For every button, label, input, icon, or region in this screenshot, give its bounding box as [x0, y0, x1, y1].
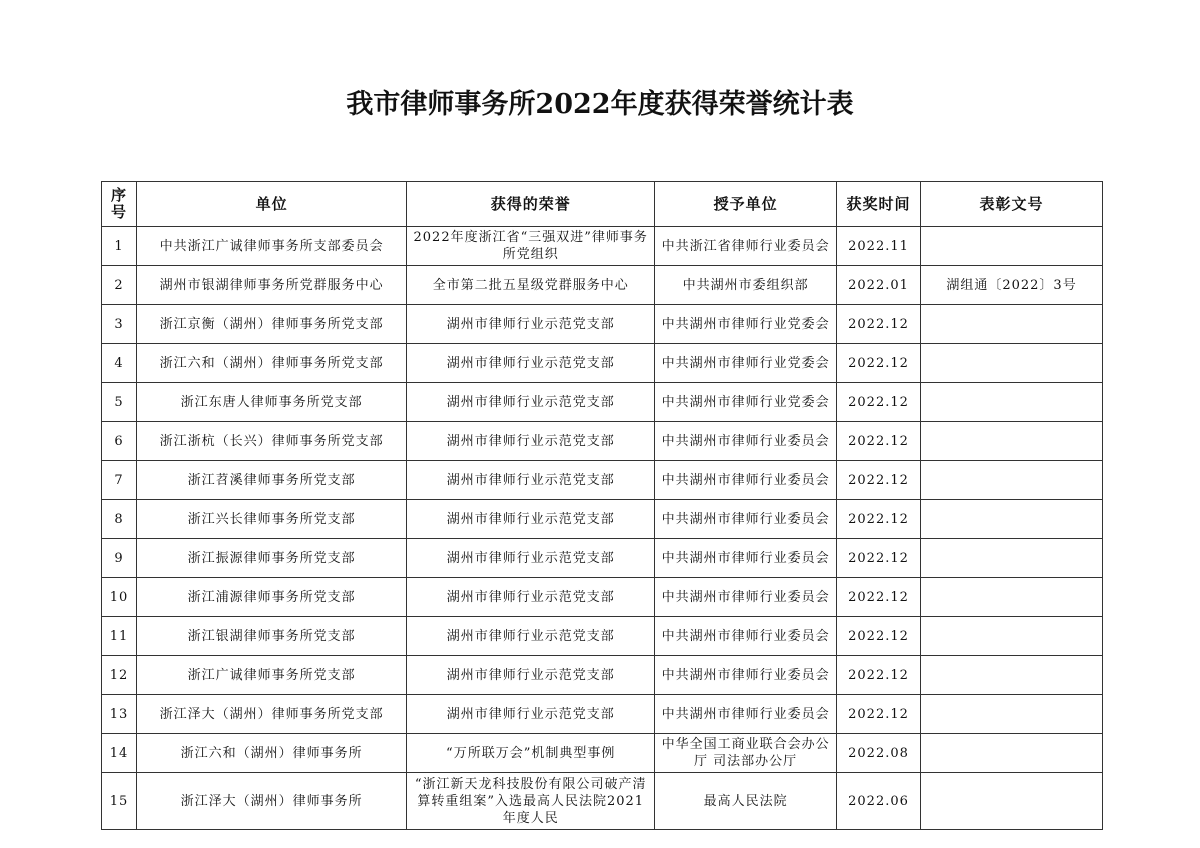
cell-honor: 湖州市律师行业示范党支部 [407, 656, 655, 695]
table-row [102, 383, 1103, 422]
cell-unit: 浙江浙杭（长兴）律师事务所党支部 [137, 422, 407, 461]
table-row [102, 344, 1103, 383]
header-seq-line-2: 号 [111, 203, 128, 221]
cell-seq: 1 [102, 227, 137, 266]
table-row [102, 656, 1103, 695]
header-doc: 表彰文号 [921, 182, 1103, 227]
cell-time: 2022.12 [837, 656, 921, 695]
cell-time: 2022.12 [837, 422, 921, 461]
cell-grantor: 中华全国工商业联合会办公厅 司法部办公厅 [655, 734, 837, 773]
cell-honor: 湖州市律师行业示范党支部 [407, 578, 655, 617]
cell-unit: 浙江泽大（湖州）律师事务所党支部 [137, 695, 407, 734]
cell-honor: 湖州市律师行业示范党支部 [407, 383, 655, 422]
cell-unit: 浙江兴长律师事务所党支部 [137, 500, 407, 539]
cell-honor: 湖州市律师行业示范党支部 [407, 422, 655, 461]
cell-honor: 湖州市律师行业示范党支部 [407, 695, 655, 734]
cell-doc [921, 227, 1103, 266]
cell-grantor: 中共湖州市律师行业党委会 [655, 383, 837, 422]
table-row [102, 422, 1103, 461]
table-row [102, 227, 1103, 266]
cell-seq: 9 [102, 539, 137, 578]
table-row [102, 305, 1103, 344]
cell-grantor: 中共湖州市律师行业委员会 [655, 539, 837, 578]
cell-grantor: 中共湖州市律师行业党委会 [655, 344, 837, 383]
table-row [102, 578, 1103, 617]
cell-grantor: 中共湖州市律师行业委员会 [655, 422, 837, 461]
cell-seq: 12 [102, 656, 137, 695]
cell-doc [921, 773, 1103, 830]
cell-grantor: 中共湖州市律师行业委员会 [655, 617, 837, 656]
cell-unit: 浙江广诚律师事务所党支部 [137, 656, 407, 695]
page-title: 我市律师事务所2022年度获得荣誉统计表 [346, 89, 854, 120]
cell-honor: 全市第二批五星级党群服务中心 [407, 266, 655, 305]
header-seq-line-1: 序 [111, 186, 128, 204]
cell-grantor: 中共湖州市律师行业委员会 [655, 695, 837, 734]
cell-unit: 中共浙江广诚律师事务所支部委员会 [137, 227, 407, 266]
cell-grantor: 中共湖州市委组织部 [655, 266, 837, 305]
cell-honor: 湖州市律师行业示范党支部 [407, 617, 655, 656]
cell-unit: 浙江京衡（湖州）律师事务所党支部 [137, 305, 407, 344]
cell-doc [921, 344, 1103, 383]
cell-honor: 湖州市律师行业示范党支部 [407, 344, 655, 383]
cell-honor: 2022年度浙江省“三强双进”律师事务所党组织 [407, 227, 655, 266]
cell-doc [921, 734, 1103, 773]
header-seq [102, 182, 137, 227]
cell-time: 2022.06 [837, 773, 921, 830]
cell-unit: 浙江六和（湖州）律师事务所党支部 [137, 344, 407, 383]
header-time: 获奖时间 [837, 182, 921, 227]
table-row [102, 617, 1103, 656]
header-grantor: 授予单位 [655, 182, 837, 227]
cell-time: 2022.12 [837, 305, 921, 344]
cell-unit: 浙江苕溪律师事务所党支部 [137, 461, 407, 500]
cell-seq: 8 [102, 500, 137, 539]
cell-seq: 11 [102, 617, 137, 656]
cell-honor: “浙江新天龙科技股份有限公司破产清算转重组案”入选最高人民法院2021年度人民 [407, 773, 655, 830]
table-row [102, 695, 1103, 734]
cell-honor: 湖州市律师行业示范党支部 [407, 500, 655, 539]
cell-seq: 2 [102, 266, 137, 305]
table-row [102, 266, 1103, 305]
cell-time: 2022.12 [837, 578, 921, 617]
cell-time: 2022.12 [837, 461, 921, 500]
cell-grantor: 中共湖州市律师行业委员会 [655, 578, 837, 617]
cell-time: 2022.08 [837, 734, 921, 773]
cell-grantor: 中共湖州市律师行业委员会 [655, 656, 837, 695]
header-unit: 单位 [137, 182, 407, 227]
cell-seq: 14 [102, 734, 137, 773]
cell-honor: 湖州市律师行业示范党支部 [407, 539, 655, 578]
cell-seq: 5 [102, 383, 137, 422]
cell-seq: 3 [102, 305, 137, 344]
cell-unit: 浙江六和（湖州）律师事务所 [137, 734, 407, 773]
cell-doc [921, 539, 1103, 578]
header-honor: 获得的荣誉 [407, 182, 655, 227]
cell-seq: 7 [102, 461, 137, 500]
cell-doc [921, 500, 1103, 539]
cell-doc [921, 461, 1103, 500]
table-row [102, 773, 1103, 830]
cell-seq: 13 [102, 695, 137, 734]
cell-time: 2022.01 [837, 266, 921, 305]
cell-doc [921, 695, 1103, 734]
cell-grantor: 中共湖州市律师行业委员会 [655, 461, 837, 500]
cell-doc [921, 617, 1103, 656]
table-row [102, 461, 1103, 500]
table-row [102, 734, 1103, 773]
cell-unit: 浙江泽大（湖州）律师事务所 [137, 773, 407, 830]
cell-doc [921, 578, 1103, 617]
table-row [102, 500, 1103, 539]
cell-unit: 浙江东唐人律师事务所党支部 [137, 383, 407, 422]
cell-unit: 浙江银湖律师事务所党支部 [137, 617, 407, 656]
table-row [102, 539, 1103, 578]
cell-time: 2022.12 [837, 344, 921, 383]
cell-grantor: 中共湖州市律师行业党委会 [655, 305, 837, 344]
cell-grantor: 最高人民法院 [655, 773, 837, 830]
cell-honor: “万所联万会”机制典型事例 [407, 734, 655, 773]
cell-unit: 浙江浦源律师事务所党支部 [137, 578, 407, 617]
table-header-row [102, 182, 1103, 227]
cell-honor: 湖州市律师行业示范党支部 [407, 305, 655, 344]
cell-seq: 6 [102, 422, 137, 461]
cell-time: 2022.12 [837, 383, 921, 422]
cell-unit: 湖州市银湖律师事务所党群服务中心 [137, 266, 407, 305]
cell-time: 2022.12 [837, 500, 921, 539]
cell-time: 2022.12 [837, 617, 921, 656]
cell-seq: 15 [102, 773, 137, 830]
honors-table [101, 181, 1103, 830]
cell-grantor: 中共湖州市律师行业委员会 [655, 500, 837, 539]
cell-seq: 4 [102, 344, 137, 383]
cell-seq: 10 [102, 578, 137, 617]
cell-time: 2022.12 [837, 695, 921, 734]
cell-doc [921, 656, 1103, 695]
cell-time: 2022.11 [837, 227, 921, 266]
cell-grantor: 中共浙江省律师行业委员会 [655, 227, 837, 266]
cell-doc [921, 305, 1103, 344]
cell-unit: 浙江振源律师事务所党支部 [137, 539, 407, 578]
cell-honor: 湖州市律师行业示范党支部 [407, 461, 655, 500]
cell-time: 2022.12 [837, 539, 921, 578]
cell-doc [921, 383, 1103, 422]
cell-doc [921, 422, 1103, 461]
cell-doc: 湖组通〔2022〕3号 [921, 266, 1103, 305]
